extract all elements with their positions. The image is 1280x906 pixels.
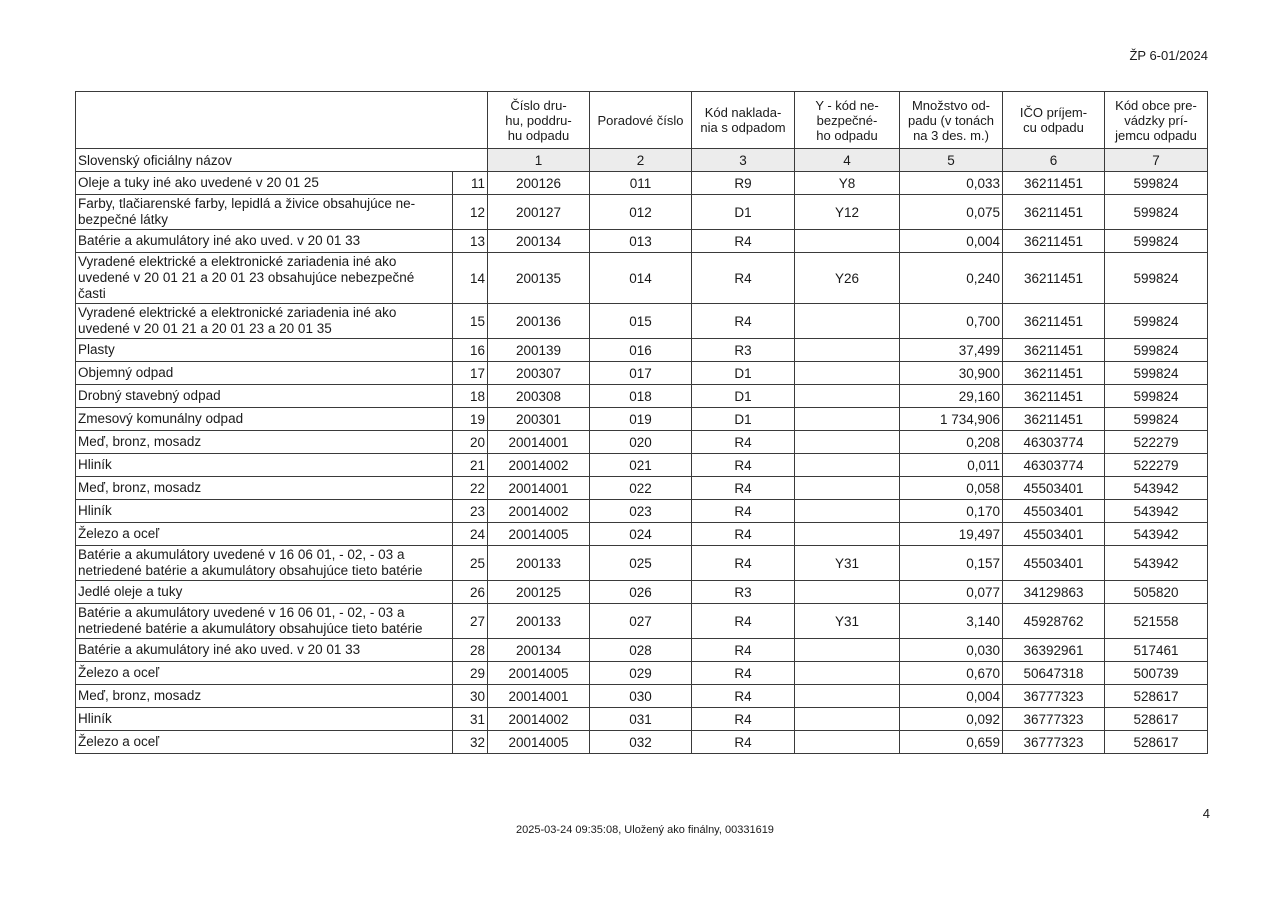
table-row [76,477,1208,500]
cell-druh-odpadu: 20014002 [488,500,590,523]
cell-poradove-cislo: 029 [590,662,692,685]
cell-y-kod [795,581,900,604]
row-name: Vyradené elektrické a elektronické zariadenia iné ako uvedené v 20 01 21 a 20 01 23 obsahujúce nebezpečné časti [76,253,453,304]
table-row [76,500,1208,523]
table-row [76,546,1208,581]
cell-ico-prijemcu: 36211451 [1003,304,1105,339]
row-name: Batérie a akumulátory uvedené v 16 06 01, - 02, - 03 a netriedené batérie a akumulátory obsahujúce tieto batérie [76,546,453,581]
cell-poradove-cislo: 031 [590,708,692,731]
cell-kod-nakladania: R4 [692,500,795,523]
cell-poradove-cislo: 020 [590,431,692,454]
cell-y-kod [795,731,900,754]
cell-y-kod: Y8 [795,172,900,195]
row-number: 28 [453,639,488,662]
cell-kod-obce: 599824 [1105,230,1208,253]
cell-mnozstvo: 37,499 [900,339,1003,362]
cell-mnozstvo: 30,900 [900,362,1003,385]
cell-kod-obce: 522279 [1105,431,1208,454]
cell-ico-prijemcu: 36211451 [1003,362,1105,385]
row-name: Oleje a tuky iné ako uvedené v 20 01 25 [76,172,453,195]
cell-poradove-cislo: 032 [590,731,692,754]
cell-poradove-cislo: 027 [590,604,692,639]
row-number: 18 [453,385,488,408]
header-kod-nakladania: Kód naklada- nia s odpadom [692,92,795,149]
row-number: 22 [453,477,488,500]
row-number: 24 [453,523,488,546]
table-row [76,523,1208,546]
cell-ico-prijemcu: 45928762 [1003,604,1105,639]
table-row [76,581,1208,604]
cell-poradove-cislo: 011 [590,172,692,195]
cell-kod-nakladania: R4 [692,253,795,304]
cell-kod-obce: 500739 [1105,662,1208,685]
cell-ico-prijemcu: 46303774 [1003,454,1105,477]
cell-ico-prijemcu: 36211451 [1003,253,1105,304]
cell-y-kod [795,639,900,662]
cell-kod-obce: 599824 [1105,195,1208,230]
cell-druh-odpadu: 20014005 [488,523,590,546]
cell-kod-nakladania: R3 [692,581,795,604]
cell-y-kod: Y26 [795,253,900,304]
cell-kod-obce: 528617 [1105,731,1208,754]
cell-ico-prijemcu: 36777323 [1003,708,1105,731]
cell-kod-nakladania: R9 [692,172,795,195]
cell-kod-obce: 599824 [1105,304,1208,339]
row-number: 26 [453,581,488,604]
cell-ico-prijemcu: 50647318 [1003,662,1105,685]
cell-y-kod [795,362,900,385]
cell-kod-obce: 517461 [1105,639,1208,662]
row-name: Drobný stavebný odpad [76,385,453,408]
row-number: 25 [453,546,488,581]
row-name: Plasty [76,339,453,362]
column-number-row [76,149,1208,172]
header-blank [76,92,488,149]
cell-poradove-cislo: 014 [590,253,692,304]
cell-druh-odpadu: 200134 [488,639,590,662]
cell-y-kod [795,339,900,362]
header-poradove-cislo: Poradové číslo [590,92,692,149]
cell-druh-odpadu: 20014005 [488,731,590,754]
table-row [76,708,1208,731]
cell-y-kod [795,708,900,731]
cell-y-kod [795,662,900,685]
cell-kod-obce: 599824 [1105,172,1208,195]
cell-y-kod: Y31 [795,546,900,581]
row-name: Farby, tlačiarenské farby, lepidlá a živice obsahujúce ne- bezpečné látky [76,195,453,230]
column-number: 3 [692,149,795,172]
cell-druh-odpadu: 200139 [488,339,590,362]
cell-druh-odpadu: 200136 [488,304,590,339]
cell-kod-obce: 543942 [1105,477,1208,500]
table-row [76,454,1208,477]
table-row [76,604,1208,639]
cell-kod-nakladania: D1 [692,408,795,431]
column-number: 7 [1105,149,1208,172]
cell-kod-nakladania: R4 [692,731,795,754]
row-name: Batérie a akumulátory iné ako uved. v 20 01 33 [76,230,453,253]
row-number: 16 [453,339,488,362]
cell-kod-obce: 543942 [1105,500,1208,523]
table-row [76,230,1208,253]
cell-druh-odpadu: 200134 [488,230,590,253]
cell-mnozstvo: 0,170 [900,500,1003,523]
cell-ico-prijemcu: 36392961 [1003,639,1105,662]
cell-kod-obce: 599824 [1105,385,1208,408]
cell-ico-prijemcu: 34129863 [1003,581,1105,604]
cell-mnozstvo: 0,077 [900,581,1003,604]
row-name: Objemný odpad [76,362,453,385]
cell-ico-prijemcu: 45503401 [1003,523,1105,546]
cell-kod-nakladania: R4 [692,604,795,639]
row-number: 17 [453,362,488,385]
table-row [76,362,1208,385]
cell-druh-odpadu: 200133 [488,546,590,581]
cell-druh-odpadu: 200133 [488,604,590,639]
row-name: Meď, bronz, mosadz [76,477,453,500]
column-number: 2 [590,149,692,172]
column-header-row [76,92,1208,149]
cell-mnozstvo: 0,033 [900,172,1003,195]
cell-ico-prijemcu: 45503401 [1003,500,1105,523]
cell-ico-prijemcu: 36777323 [1003,685,1105,708]
cell-y-kod [795,454,900,477]
footer-status: 2025-03-24 09:35:08, Uložený ako finálny, 00331619 [516,824,774,836]
cell-ico-prijemcu: 36211451 [1003,339,1105,362]
cell-ico-prijemcu: 36211451 [1003,230,1105,253]
cell-y-kod [795,523,900,546]
cell-ico-prijemcu: 45503401 [1003,546,1105,581]
cell-druh-odpadu: 200125 [488,581,590,604]
cell-mnozstvo: 0,030 [900,639,1003,662]
cell-mnozstvo: 0,011 [900,454,1003,477]
column-number: 5 [900,149,1003,172]
row-name: Batérie a akumulátory uvedené v 16 06 01, - 02, - 03 a netriedené batérie a akumulátory obsahujúce tieto batérie [76,604,453,639]
cell-ico-prijemcu: 36211451 [1003,195,1105,230]
cell-y-kod [795,500,900,523]
page-number: 4 [1202,806,1210,821]
row-number: 11 [453,172,488,195]
cell-poradove-cislo: 025 [590,546,692,581]
header-ico-prijemcu: IČO príjem- cu odpadu [1003,92,1105,149]
cell-y-kod: Y12 [795,195,900,230]
cell-kod-obce: 521558 [1105,604,1208,639]
row-name: Jedlé oleje a tuky [76,581,453,604]
cell-ico-prijemcu: 36777323 [1003,731,1105,754]
table-row [76,253,1208,304]
cell-y-kod [795,230,900,253]
row-number: 21 [453,454,488,477]
cell-kod-nakladania: R4 [692,685,795,708]
header-kod-obce: Kód obce pre- vádzky prí- jemcu odpadu [1105,92,1208,149]
cell-mnozstvo: 0,700 [900,304,1003,339]
row-number: 13 [453,230,488,253]
row-name: Hliník [76,500,453,523]
row-name: Meď, bronz, mosadz [76,431,453,454]
table-row [76,304,1208,339]
row-number: 23 [453,500,488,523]
table-row [76,662,1208,685]
cell-mnozstvo: 0,004 [900,685,1003,708]
cell-mnozstvo: 3,140 [900,604,1003,639]
cell-kod-nakladania: D1 [692,362,795,385]
cell-mnozstvo: 0,092 [900,708,1003,731]
cell-poradove-cislo: 028 [590,639,692,662]
cell-poradove-cislo: 030 [590,685,692,708]
row-name: Meď, bronz, mosadz [76,685,453,708]
cell-poradove-cislo: 013 [590,230,692,253]
row-number: 20 [453,431,488,454]
cell-druh-odpadu: 200127 [488,195,590,230]
cell-kod-obce: 505820 [1105,581,1208,604]
cell-poradove-cislo: 021 [590,454,692,477]
cell-kod-nakladania: D1 [692,385,795,408]
cell-kod-obce: 543942 [1105,523,1208,546]
cell-y-kod [795,477,900,500]
cell-mnozstvo: 0,670 [900,662,1003,685]
header-mnozstvo: Množstvo od- padu (v tonách na 3 des. m.) [900,92,1003,149]
row-number: 32 [453,731,488,754]
cell-poradove-cislo: 024 [590,523,692,546]
cell-kod-nakladania: R4 [692,230,795,253]
cell-y-kod [795,431,900,454]
cell-mnozstvo: 1 734,906 [900,408,1003,431]
table-row [76,639,1208,662]
cell-ico-prijemcu: 36211451 [1003,172,1105,195]
row-number: 15 [453,304,488,339]
cell-kod-obce: 599824 [1105,408,1208,431]
cell-druh-odpadu: 20014001 [488,477,590,500]
row-number: 19 [453,408,488,431]
cell-kod-nakladania: R4 [692,546,795,581]
cell-kod-nakladania: R4 [692,477,795,500]
cell-kod-obce: 528617 [1105,708,1208,731]
cell-druh-odpadu: 200301 [488,408,590,431]
row-number: 12 [453,195,488,230]
header-nazov: Slovenský oficiálny názov [76,149,488,172]
cell-mnozstvo: 19,497 [900,523,1003,546]
row-number: 30 [453,685,488,708]
cell-druh-odpadu: 200307 [488,362,590,385]
cell-kod-nakladania: D1 [692,195,795,230]
cell-y-kod [795,385,900,408]
row-number: 14 [453,253,488,304]
header-y-kod: Y - kód ne- bezpečné- ho odpadu [795,92,900,149]
table-row [76,339,1208,362]
cell-poradove-cislo: 019 [590,408,692,431]
cell-ico-prijemcu: 45503401 [1003,477,1105,500]
cell-mnozstvo: 0,058 [900,477,1003,500]
row-name: Železo a oceľ [76,731,453,754]
cell-y-kod [795,408,900,431]
waste-table [75,91,1208,754]
table-row [76,731,1208,754]
row-name: Hliník [76,708,453,731]
row-name: Batérie a akumulátory iné ako uved. v 20 01 33 [76,639,453,662]
cell-poradove-cislo: 022 [590,477,692,500]
row-name: Vyradené elektrické a elektronické zariadenia iné ako uvedené v 20 01 21 a 20 01 23 a 20 01 35 [76,304,453,339]
cell-mnozstvo: 0,075 [900,195,1003,230]
cell-kod-obce: 528617 [1105,685,1208,708]
cell-druh-odpadu: 200135 [488,253,590,304]
cell-mnozstvo: 0,208 [900,431,1003,454]
column-number: 4 [795,149,900,172]
cell-kod-nakladania: R4 [692,304,795,339]
row-number: 29 [453,662,488,685]
cell-ico-prijemcu: 46303774 [1003,431,1105,454]
cell-kod-obce: 543942 [1105,546,1208,581]
cell-poradove-cislo: 015 [590,304,692,339]
cell-kod-nakladania: R4 [692,523,795,546]
table-row [76,408,1208,431]
cell-kod-nakladania: R4 [692,662,795,685]
cell-kod-obce: 522279 [1105,454,1208,477]
cell-poradove-cislo: 026 [590,581,692,604]
cell-druh-odpadu: 20014002 [488,708,590,731]
cell-kod-nakladania: R4 [692,431,795,454]
cell-druh-odpadu: 20014001 [488,431,590,454]
cell-poradove-cislo: 018 [590,385,692,408]
cell-y-kod [795,304,900,339]
cell-druh-odpadu: 200126 [488,172,590,195]
cell-druh-odpadu: 20014005 [488,662,590,685]
row-name: Zmesový komunálny odpad [76,408,453,431]
row-number: 27 [453,604,488,639]
table-body [76,172,1208,754]
table-row [76,195,1208,230]
cell-kod-nakladania: R4 [692,639,795,662]
cell-poradove-cislo: 012 [590,195,692,230]
table-row [76,385,1208,408]
cell-mnozstvo: 29,160 [900,385,1003,408]
row-number: 31 [453,708,488,731]
form-code: ŽP 6-01/2024 [1129,48,1208,63]
cell-poradove-cislo: 023 [590,500,692,523]
cell-kod-nakladania: R4 [692,708,795,731]
cell-kod-obce: 599824 [1105,253,1208,304]
cell-y-kod [795,685,900,708]
cell-mnozstvo: 0,659 [900,731,1003,754]
row-name: Železo a oceľ [76,523,453,546]
column-number: 1 [488,149,590,172]
cell-druh-odpadu: 200308 [488,385,590,408]
cell-druh-odpadu: 20014001 [488,685,590,708]
cell-poradove-cislo: 017 [590,362,692,385]
table-row [76,431,1208,454]
cell-kod-obce: 599824 [1105,362,1208,385]
table-row [76,172,1208,195]
cell-y-kod: Y31 [795,604,900,639]
column-number: 6 [1003,149,1105,172]
cell-kod-nakladania: R3 [692,339,795,362]
cell-poradove-cislo: 016 [590,339,692,362]
cell-ico-prijemcu: 36211451 [1003,408,1105,431]
cell-druh-odpadu: 20014002 [488,454,590,477]
cell-kod-obce: 599824 [1105,339,1208,362]
cell-ico-prijemcu: 36211451 [1003,385,1105,408]
table-row [76,685,1208,708]
cell-kod-nakladania: R4 [692,454,795,477]
cell-mnozstvo: 0,157 [900,546,1003,581]
row-name: Hliník [76,454,453,477]
header-druh-odpadu: Číslo dru- hu, poddru- hu odpadu [488,92,590,149]
cell-mnozstvo: 0,004 [900,230,1003,253]
row-name: Železo a oceľ [76,662,453,685]
cell-mnozstvo: 0,240 [900,253,1003,304]
